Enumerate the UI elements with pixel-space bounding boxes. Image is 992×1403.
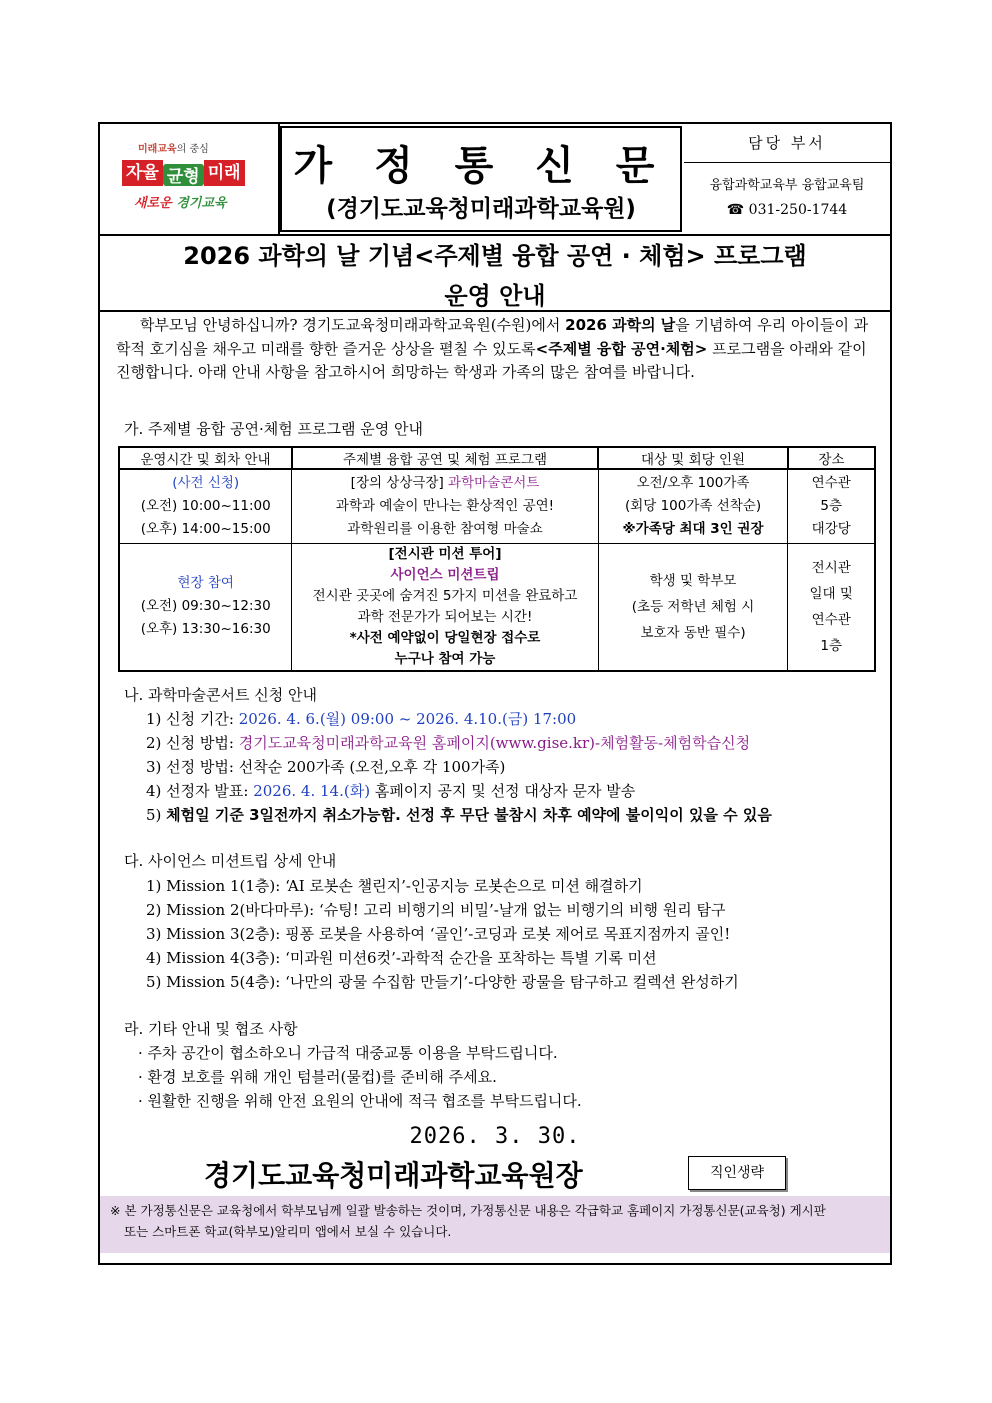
table-header-row [119, 447, 875, 469]
logo [100, 124, 280, 234]
department-label: 담당 부서 [684, 124, 890, 163]
document-title: 가 정 통 신 문 [293, 143, 669, 189]
table-row [119, 469, 875, 543]
time-cell: 현장 참여 (오전) 09:30~12:30 (오후) 13:30~16:30 [119, 543, 292, 671]
time-cell: (사전 신청) (오전) 10:00~11:00 (오후) 14:00~15:00 [119, 469, 292, 543]
section-ga-title: 가. 주제별 융합 공연·체험 프로그램 운영 안내 [124, 420, 423, 438]
section-ra-list [138, 1041, 582, 1113]
list-item: 5) Mission 5(4층): ‘나만의 광물 수집함 만들기’-다양한 광물을 탐구하고 컬렉션 완성하기 [146, 973, 739, 991]
section-ra-title: 라. 기타 안내 및 협조 사항 [124, 1020, 298, 1038]
list-item: 3) Mission 3(2층): 핑퐁 로봇을 사용하여 ‘골인’-코딩과 로봇 제어로 목표지점까지 골인! [146, 925, 731, 943]
section-da-list [146, 874, 739, 994]
list-item: 1) Mission 1(1층): ‘AI 로봇손 챌린지’-인공지능 로봇손으로 미션 해결하기 [146, 877, 643, 895]
document-subtitle: (경기도교육청미래과학교육원) [326, 196, 636, 222]
list-item: · 주차 공간이 협소하오니 가급적 대중교통 이용을 부탁드립니다. [138, 1044, 558, 1062]
list-item: · 환경 보호를 위해 개인 텀블러(물컵)를 준비해 주세요. [138, 1068, 497, 1086]
header [100, 124, 890, 236]
table-header: 운영시간 및 회차 안내 [119, 447, 292, 469]
logo-slogan: 미래교육의 중심 [138, 144, 209, 155]
logo-boxes [122, 160, 245, 186]
table-row [119, 543, 875, 671]
footnote [100, 1196, 890, 1253]
list-item: · 원활한 진행을 위해 안전 요원의 안내에 적극 협조를 부탁드립니다. [138, 1092, 582, 1110]
program-table [118, 446, 876, 672]
logo-box-2: 균형 [163, 164, 204, 186]
heading-line-2: 운영 안내 [444, 282, 546, 310]
heading-line-1: 2026 과학의 날 기념<주제별 융합 공연 · 체험> 프로그램 [183, 242, 807, 270]
issue-date: 2026. 3. 30. [409, 1124, 581, 1149]
department-phone: ☎ 031-250-1744 [726, 202, 848, 218]
intro-paragraph: 학부모님 안녕하십니까? 경기도교육청미래과학교육원(수원)에서 2026 과학의 날을 기념하여 우리 아이들이 과학적 호기심을 채우고 미래를 향한 즐거운 상상을 펼칠 수 있도록<주제별 융합 공연·체험> 프로그램을 아래와 같이 진행합니다. 아래 안내 사항을 참고하시어 희망하는 학생과 가족의 많은 참여를 바랍니다. [116, 316, 869, 381]
table-header: 장소 [788, 447, 875, 469]
list-item: 2) 신청 방법: 경기도교육청미래과학교육원 홈페이지(www.gise.kr)-체험활동-체험학습신청 [146, 734, 751, 752]
newsletter-frame [98, 122, 892, 1265]
program-cell: [장의 상상극장] 과학마술콘서트 과학과 예술이 만나는 환상적인 공연! 과학원리를 이용한 참여형 마술쇼 [292, 469, 598, 543]
program-cell: [전시관 미션 투어] 사이언스 미션트립 전시관 곳곳에 숨겨진 5가지 미션을 완료하고 과학 전문가가 되어보는 시간! *사전 예약없이 당일현장 접수로 누구나 참여 가능 [292, 543, 598, 671]
footnote-line-1: ※ 본 가정통신문은 교육청에서 학부모님께 일괄 발송하는 것이며, 가정통신문 내용은 각급학교 홈페이지 가정통신문(교육청) 게시판 [110, 1203, 826, 1218]
title-box [280, 126, 682, 232]
target-cell: 오전/오후 100가족 (회당 100가족 선착순) ※가족당 최대 3인 권장 [598, 469, 788, 543]
notice-heading [100, 236, 890, 316]
section-na-title: 나. 과학마술콘서트 신청 안내 [124, 686, 317, 704]
logo-box-1: 자율 [122, 160, 163, 186]
place-cell: 전시관 일대 및 연수관 1층 [788, 543, 875, 671]
list-item: 4) 선정자 발표: 2026. 4. 14.(화) 홈페이지 공지 및 선정 대상자 문자 발송 [146, 782, 636, 800]
list-item: 2) Mission 2(바다마루): ‘슈팅! 고리 비행기의 비밀’-날개 없는 비행기의 비행 원리 탐구 [146, 901, 726, 919]
seal-omitted-box: 직인생략 [688, 1156, 786, 1190]
table-header: 대상 및 회당 인원 [598, 447, 788, 469]
footnote-line-2: 또는 스마트폰 학교(학부모)알리미 앱에서 보실 수 있습니다. [124, 1224, 452, 1239]
logo-box-3: 미래 [204, 160, 245, 186]
logo-subtitle: 새로운 경기교육 [134, 196, 227, 211]
table-header: 주제별 융합 공연 및 체험 프로그램 [292, 447, 598, 469]
signer: 경기도교육청미래과학교육원장 [204, 1159, 583, 1192]
department-name: 융합과학교육부 융합교육팀 [709, 178, 865, 193]
section-na-list [146, 707, 772, 827]
list-item: 3) 선정 방법: 선착순 200가족 (오전,오후 각 100가족) [146, 758, 506, 776]
list-item: 1) 신청 기간: 2026. 4. 6.(월) 09:00 ~ 2026. 4.10.(금) 17:00 [146, 710, 577, 728]
department-box [684, 124, 890, 234]
list-item: 5) 체험일 기준 3일전까지 취소가능함. 선정 후 무단 불참시 차후 예약에 불이익이 있을 수 있음 [146, 806, 772, 824]
target-cell: 학생 및 학부모 (초등 저학년 체험 시 보호자 동반 필수) [598, 543, 788, 671]
divider [100, 310, 890, 312]
list-item: 4) Mission 4(3층): ‘미과원 미션6컷’-과학적 순간을 포착하는 특별 기록 미션 [146, 949, 657, 967]
phone-icon: ☎ [726, 202, 745, 218]
place-cell: 연수관 5층 대강당 [788, 469, 875, 543]
section-da-title: 다. 사이언스 미션트립 상세 안내 [124, 852, 337, 870]
